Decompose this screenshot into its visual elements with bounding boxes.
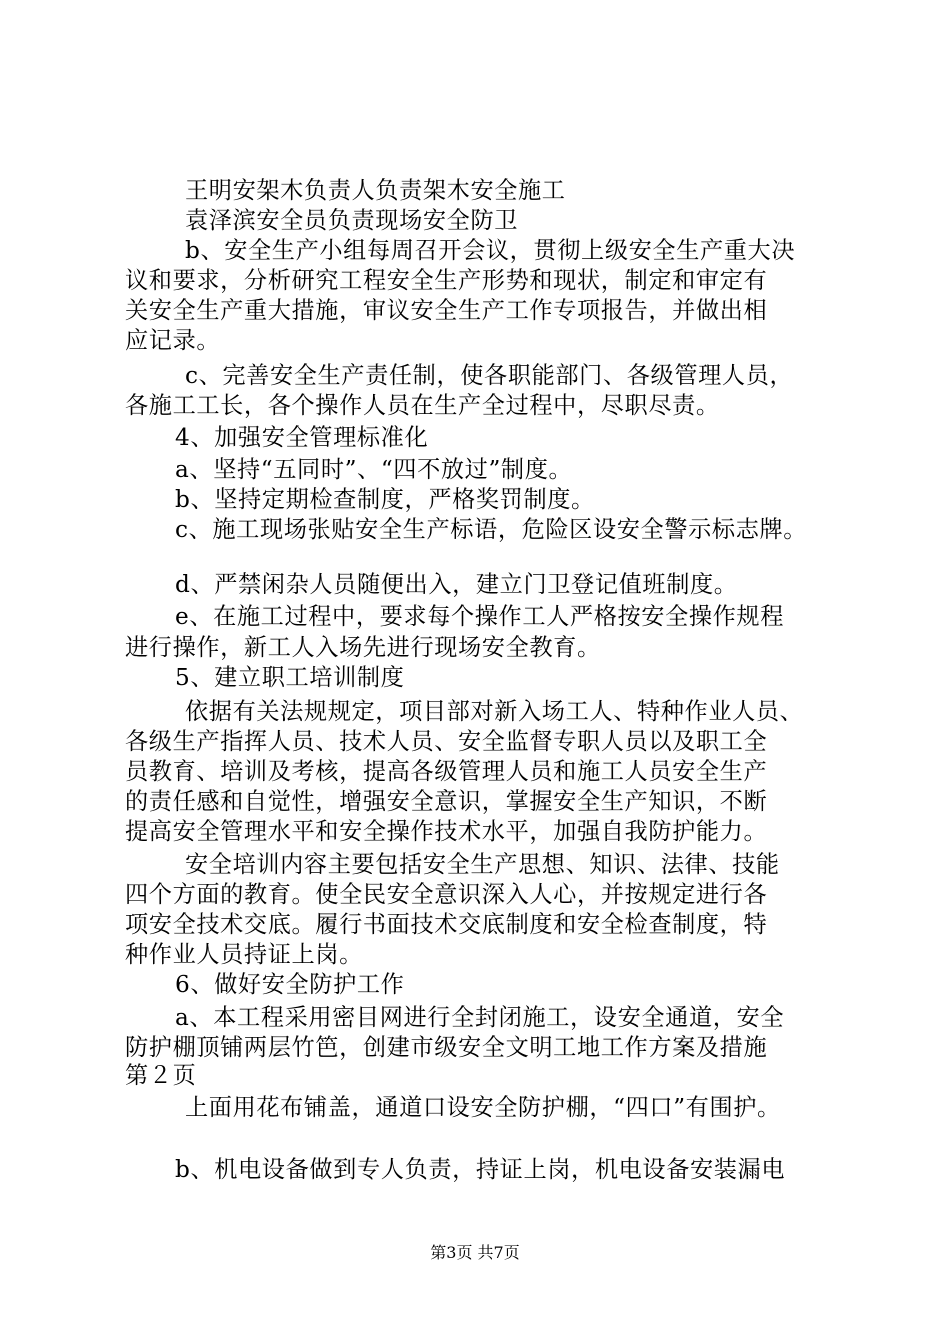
- text-line: d、严禁闲杂人员随便出入，建立门卫登记值班制度。: [175, 571, 738, 598]
- text-line: 各级生产指挥人员、技术人员、安全监督专职人员以及职工全: [125, 728, 768, 755]
- text-line: 袁泽滨安全员负责现场安全防卫: [185, 207, 519, 234]
- text-line: a、坚持“五同时”、“四不放过”制度。: [175, 456, 573, 483]
- text-line: 进行操作，新工人入场先进行现场安全教育。: [125, 634, 601, 661]
- text-line: 项安全技术交底。履行书面技术交底制度和安全检查制度，特: [125, 911, 768, 938]
- section-heading: 6、做好安全防护工作: [175, 971, 405, 998]
- text-line: 议和要求，分析研究工程安全生产形势和现状，制定和审定有: [125, 267, 768, 294]
- text-line: 上面用花布铺盖，通道口设安全防护棚，“四口”有围护。: [185, 1094, 781, 1121]
- text-line: c、完善安全生产责任制，使各职能部门、各级管理人员，: [185, 362, 794, 389]
- text-line: c、施工现场张贴安全生产标语，危险区设安全警示标志牌。: [175, 516, 808, 543]
- section-heading: 4、加强安全管理标准化: [175, 424, 429, 451]
- page-footer: 第3页 共7页: [430, 1243, 520, 1262]
- text-line: 关安全生产重大措施，审议安全生产工作专项报告，并做出相: [125, 297, 768, 324]
- text-line: a、本工程采用密目网进行全封闭施工，设安全通道，安全: [175, 1004, 785, 1031]
- text-line: 各施工工长，各个操作人员在生产全过程中，尽职尽责。: [125, 392, 720, 419]
- inline-page-marker: 第２页: [125, 1062, 197, 1089]
- text-line: 员教育、培训及考核，提高各级管理人员和施工人员安全生产: [125, 758, 768, 785]
- text-line: 四个方面的教育。使全民安全意识深入人心，并按规定进行各: [125, 881, 768, 908]
- text-line: 防护棚顶铺两层竹笆，创建市级安全文明工地工作方案及措施: [125, 1034, 768, 1061]
- text-line: b、机电设备做到专人负责，持证上岗，机电设备安装漏电: [175, 1156, 786, 1183]
- text-line: 种作业人员持证上岗。: [125, 941, 363, 968]
- section-heading: 5、建立职工培训制度: [175, 664, 405, 691]
- text-line: 提高安全管理水平和安全操作技术水平，加强自我防护能力。: [125, 818, 768, 845]
- text-line: 安全培训内容主要包括安全生产思想、知识、法律、技能: [185, 851, 780, 878]
- text-line: 依据有关法规规定，项目部对新入场工人、特种作业人员、: [185, 698, 804, 725]
- text-line: b、安全生产小组每周召开会议，贯彻上级安全生产重大决: [185, 237, 796, 264]
- text-line: 王明安架木负责人负责架木安全施工: [185, 177, 566, 204]
- text-line: b、坚持定期检查制度，严格奖罚制度。: [175, 486, 595, 513]
- text-line: e、在施工过程中，要求每个操作工人严格按安全操作规程: [175, 603, 785, 630]
- text-line: 的责任感和自觉性，增强安全意识，掌握安全生产知识，不断: [125, 788, 768, 815]
- text-line: 应记录。: [125, 327, 221, 354]
